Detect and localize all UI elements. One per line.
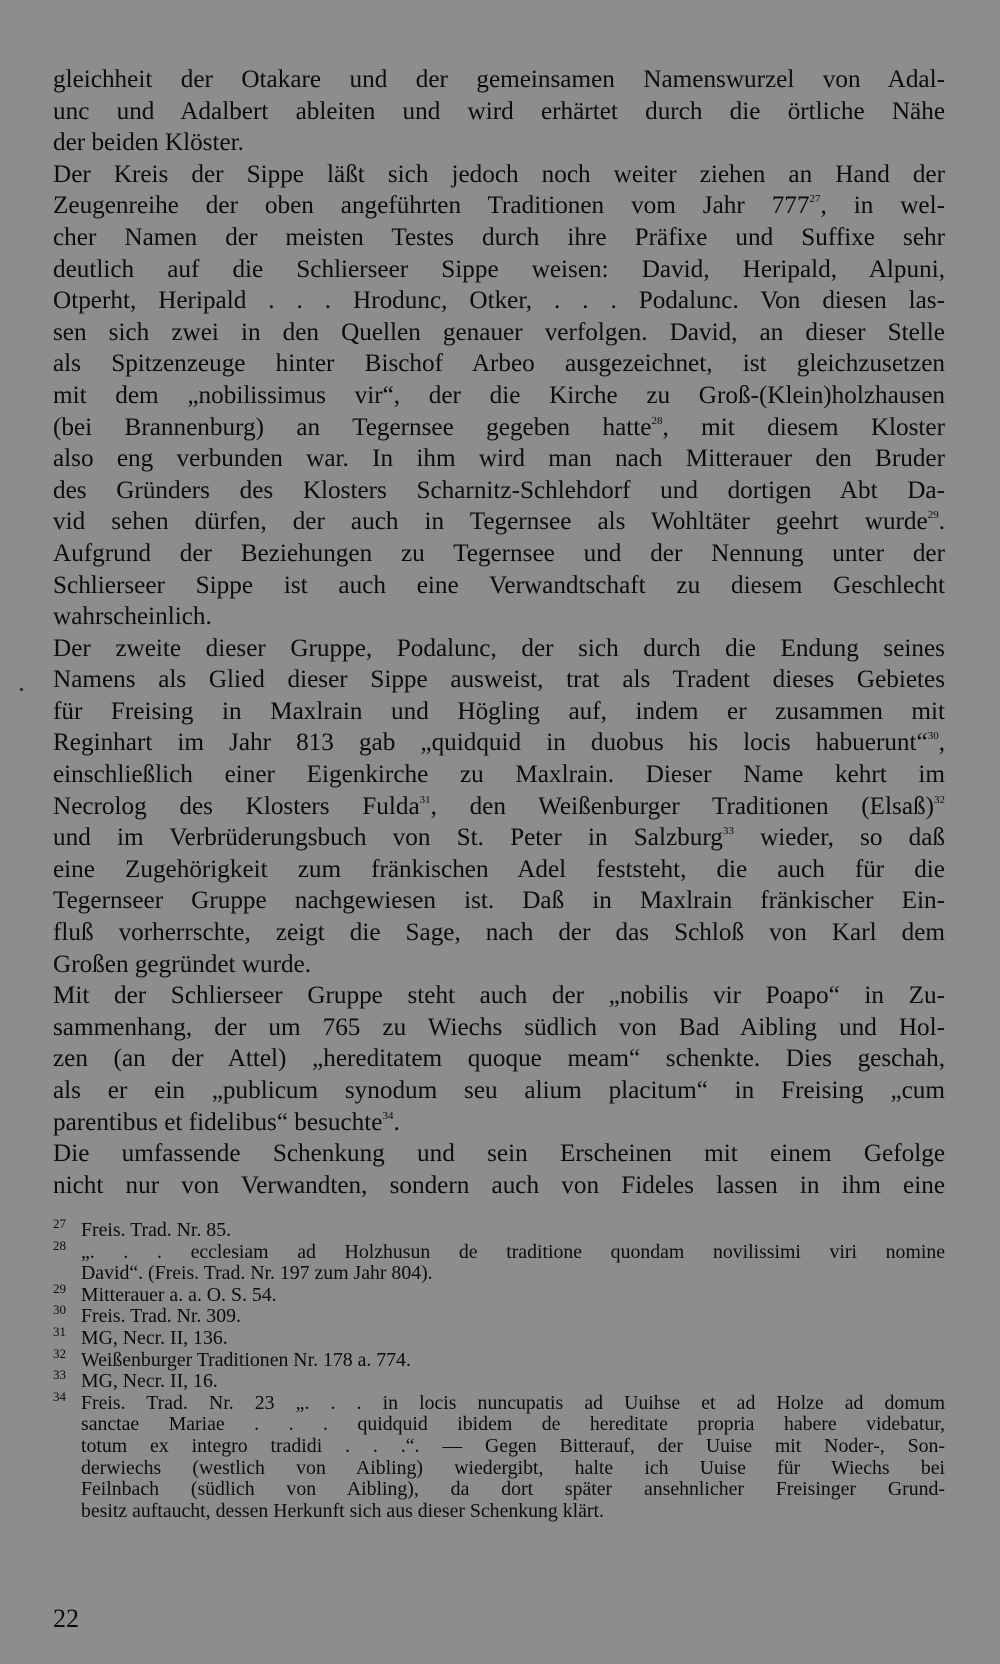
line-text: Reginhart im Jahr 813 gab „quidquid in duobus his locis habuerunt“ bbox=[53, 729, 928, 757]
footnote-ref: 31 bbox=[419, 793, 431, 806]
footnote-text: MG, Necr. II, 136. bbox=[81, 1326, 228, 1349]
footnote-text: sanctae Mariae . . . quidquid ibidem de hereditate propria habere videbatur, bbox=[81, 1413, 945, 1436]
line-text: parentibus et fidelibus“ besuchte bbox=[53, 1108, 383, 1136]
text-line bbox=[53, 633, 945, 665]
footnote-number bbox=[53, 1388, 81, 1415]
text-line bbox=[53, 759, 945, 791]
text-line bbox=[53, 570, 945, 602]
footnote-text: Mitterauer a. a. O. S. 54. bbox=[81, 1283, 277, 1306]
line-text: Zeugenreihe der oben angeführten Traditionen vom Jahr 777 bbox=[53, 192, 810, 220]
footnote-number-text: 28 bbox=[53, 1237, 66, 1253]
text-line bbox=[53, 64, 945, 96]
line-text-after: wieder, so daß bbox=[733, 824, 945, 852]
text-line bbox=[53, 443, 945, 475]
footnote-line bbox=[53, 1345, 945, 1372]
line-text: Aufgrund der Beziehungen zu Tegernsee und der Nennung unter der bbox=[53, 539, 945, 567]
text-line bbox=[53, 127, 945, 159]
text-line bbox=[53, 696, 945, 728]
line-text-after: , in wel- bbox=[820, 192, 945, 220]
footnote-line bbox=[53, 1302, 945, 1328]
line-text: Der Kreis der Sippe läßt sich jedoch noch weiter ziehen an Hand der bbox=[53, 160, 945, 188]
footnote-line bbox=[53, 1237, 945, 1264]
line-text: des Gründers des Klosters Scharnitz-Schlehdorf und dortigen Abt Da- bbox=[53, 476, 945, 504]
main-text bbox=[53, 64, 945, 1201]
line-text-after: . bbox=[393, 1108, 400, 1136]
text-line bbox=[53, 475, 945, 507]
line-text: sen sich zwei in den Quellen genauer verfolgen. David, an dieser Stelle bbox=[53, 318, 945, 346]
text-line bbox=[53, 664, 945, 696]
text-line bbox=[53, 348, 945, 380]
footnote-ref: 33 bbox=[722, 825, 734, 838]
line-text: als Spitzenzeuge hinter Bischof Arbeo ausgezeichnet, ist gleichzusetzen bbox=[53, 350, 945, 378]
page-number: 22 bbox=[53, 1604, 79, 1633]
line-text: mit dem „nobilissimus vir“, der die Kirche zu Groß-(Klein)holzhausen bbox=[53, 381, 945, 409]
footnote-line bbox=[53, 1479, 945, 1501]
text-line bbox=[53, 380, 945, 412]
text-line bbox=[53, 1012, 945, 1044]
footnote-number-text: 27 bbox=[53, 1216, 66, 1231]
text-line bbox=[53, 96, 945, 128]
text-line bbox=[53, 1043, 945, 1075]
text-line bbox=[53, 412, 945, 444]
footnote-text: Weißenburger Traditionen Nr. 178 a. 774. bbox=[81, 1348, 411, 1371]
footnote-number-text: 30 bbox=[53, 1302, 66, 1318]
line-text: Die umfassende Schenkung und sein Erscheinen mit einem Gefolge bbox=[53, 1140, 945, 1168]
text-line bbox=[53, 285, 945, 317]
footnote-line bbox=[53, 1263, 945, 1285]
text-line bbox=[53, 1107, 945, 1139]
footnote-text: besitz auftaucht, dessen Herkunft sich aus dieser Schenkung klärt. bbox=[81, 1499, 604, 1522]
line-text-after: , bbox=[938, 729, 945, 757]
text-line bbox=[53, 1170, 945, 1202]
line-text: unc und Adalbert ableiten und wird erhärtet durch die örtliche Nähe bbox=[53, 97, 945, 125]
footnote-ref: 27 bbox=[809, 193, 821, 206]
line-text-after: , mit diesem Kloster bbox=[662, 413, 945, 441]
text-line bbox=[53, 917, 945, 949]
line-text-after: . bbox=[938, 508, 945, 536]
footnote-number-text: 33 bbox=[53, 1367, 66, 1383]
footnote-text: David“. (Freis. Trad. Nr. 197 zum Jahr 804). bbox=[81, 1262, 433, 1285]
footnote-line bbox=[53, 1280, 945, 1307]
line-text: (bei Brannenburg) an Tegernsee gegeben hatte bbox=[53, 413, 652, 441]
line-text: eine Zugehörigkeit zum fränkischen Adel feststeht, die auch für die bbox=[53, 855, 945, 883]
text-line bbox=[53, 949, 945, 981]
text-line bbox=[53, 317, 945, 349]
line-text: der beiden Klöster. bbox=[53, 129, 244, 157]
text-line bbox=[53, 601, 945, 633]
text-line bbox=[53, 727, 945, 759]
line-text: als er ein „publicum synodum seu alium placitum“ in Freising „cum bbox=[53, 1077, 945, 1104]
footnote-ref: 28 bbox=[651, 414, 663, 427]
line-text: Großen gegründet wurde. bbox=[53, 950, 312, 978]
footnote-ref: 30 bbox=[927, 730, 939, 743]
footnote-ref: 34 bbox=[382, 1109, 394, 1122]
text-line bbox=[53, 1138, 945, 1170]
text-line bbox=[53, 1075, 945, 1107]
footnote-text: Freis. Trad. Nr. 23 „. . . in locis nuncupatis ad Uuihse et ad Holze ad domum bbox=[81, 1391, 945, 1414]
footnote-text: MG, Necr. II, 16. bbox=[81, 1370, 218, 1393]
footnote-line bbox=[53, 1323, 945, 1350]
text-line bbox=[53, 885, 945, 917]
line-text: und im Verbrüderungsbuch von St. Peter in Salzburg bbox=[53, 824, 723, 852]
margin-mark bbox=[20, 688, 23, 691]
footnote-line bbox=[53, 1414, 945, 1436]
line-text: Der zweite dieser Gruppe, Podalunc, der sich durch die Endung seines bbox=[53, 634, 945, 662]
text-line bbox=[53, 538, 945, 570]
line-text: einschließlich einer Eigenkirche zu Maxlrain. Dieser Name kehrt im bbox=[53, 761, 945, 789]
line-text: nicht nur von Verwandten, sondern auch von Fideles lassen in ihm eine bbox=[53, 1171, 945, 1199]
line-text: Namens als Glied dieser Sippe ausweist, trat als Tradent dieses Gebietes bbox=[53, 666, 945, 694]
line-text-after: , den Weißenburger Traditionen (Elsaß) bbox=[430, 792, 934, 820]
footnote-ref: 29 bbox=[927, 509, 939, 522]
footnote-number-text: 29 bbox=[53, 1280, 66, 1296]
line-text: also eng verbunden war. In ihm wird man nach Mitterauer den Bruder bbox=[53, 445, 945, 473]
line-text: Mit der Schlierseer Gruppe steht auch der „nobilis vir Poapo“ in Zu- bbox=[53, 982, 945, 1010]
text-line bbox=[53, 822, 945, 854]
line-text: fluß vorherrschte, zeigt die Sage, nach der das Schloß von Karl dem bbox=[53, 919, 945, 947]
line-text: wahrscheinlich. bbox=[53, 603, 212, 631]
footnote-text: Freis. Trad. Nr. 309. bbox=[81, 1305, 241, 1328]
line-text: cher Namen der meisten Testes durch ihre Präfixe und Suffixe sehr bbox=[53, 223, 945, 251]
text-line bbox=[53, 159, 945, 191]
text-line bbox=[53, 791, 945, 823]
text-line bbox=[53, 222, 945, 254]
footnote-number-text: 31 bbox=[53, 1323, 66, 1339]
line-text: vid sehen dürfen, der auch in Tegernsee als Wohltäter geehrt wurde bbox=[53, 508, 928, 536]
line-text: deutlich auf die Schlierseer Sippe weisen: David, Heripald, Alpuni, bbox=[53, 255, 945, 283]
footnote-text: „. . . ecclesiam ad Holzhusun de traditione quondam novilissimi viri nomine bbox=[81, 1240, 945, 1263]
text-line bbox=[53, 190, 945, 222]
footnotes bbox=[53, 1216, 945, 1522]
line-text: Tegernseer Gruppe nachgewiesen ist. Daß in Maxlrain fränkischer Ein- bbox=[53, 887, 945, 915]
line-text: sammenhang, der um 765 zu Wiechs südlich von Bad Aibling und Hol- bbox=[53, 1013, 945, 1041]
text-line bbox=[53, 254, 945, 286]
line-text: gleichheit der Otakare und der gemeinsamen Namenswurzel von Adal- bbox=[53, 66, 945, 93]
footnote-line bbox=[53, 1501, 945, 1523]
footnote-line bbox=[53, 1388, 945, 1415]
text-line bbox=[53, 980, 945, 1012]
footnote-text: derwiechs (westlich von Aibling) wiedergibt, halte ich Uuise für Wiechs bei bbox=[81, 1456, 945, 1479]
footnote-number-text: 32 bbox=[53, 1345, 66, 1361]
text-line bbox=[53, 506, 945, 538]
text-line bbox=[53, 854, 945, 886]
line-text: Necrolog des Klosters Fulda bbox=[53, 792, 420, 820]
footnote-line bbox=[53, 1436, 945, 1458]
footnote-number bbox=[53, 1237, 81, 1264]
footnote-text: Feilnbach (südlich von Aibling), da dort später ansehnlicher Freisinger Grund- bbox=[81, 1478, 945, 1501]
line-text: Schlierseer Sippe ist auch eine Verwandtschaft zu diesem Geschlecht bbox=[53, 571, 945, 599]
footnote-text: Freis. Trad. Nr. 85. bbox=[81, 1219, 232, 1241]
footnote-line bbox=[53, 1367, 945, 1393]
footnote-line bbox=[53, 1216, 945, 1242]
footnote-line bbox=[53, 1458, 945, 1480]
line-text: zen (an der Attel) „hereditatem quoque meam“ schenkte. Dies geschah, bbox=[53, 1045, 945, 1073]
footnote-ref: 32 bbox=[934, 793, 945, 806]
line-text: Otperht, Heripald . . . Hrodunc, Otker, . . . Podalunc. Von diesen las- bbox=[53, 287, 945, 315]
footnote-number-text: 34 bbox=[53, 1388, 66, 1404]
footnote-text: totum ex integro tradidi . . .“. — Gegen Bitterauf, der Uuise mit Noder-, Son- bbox=[81, 1434, 945, 1457]
line-text: für Freising in Maxlrain und Högling auf, indem er zusammen mit bbox=[53, 697, 945, 725]
